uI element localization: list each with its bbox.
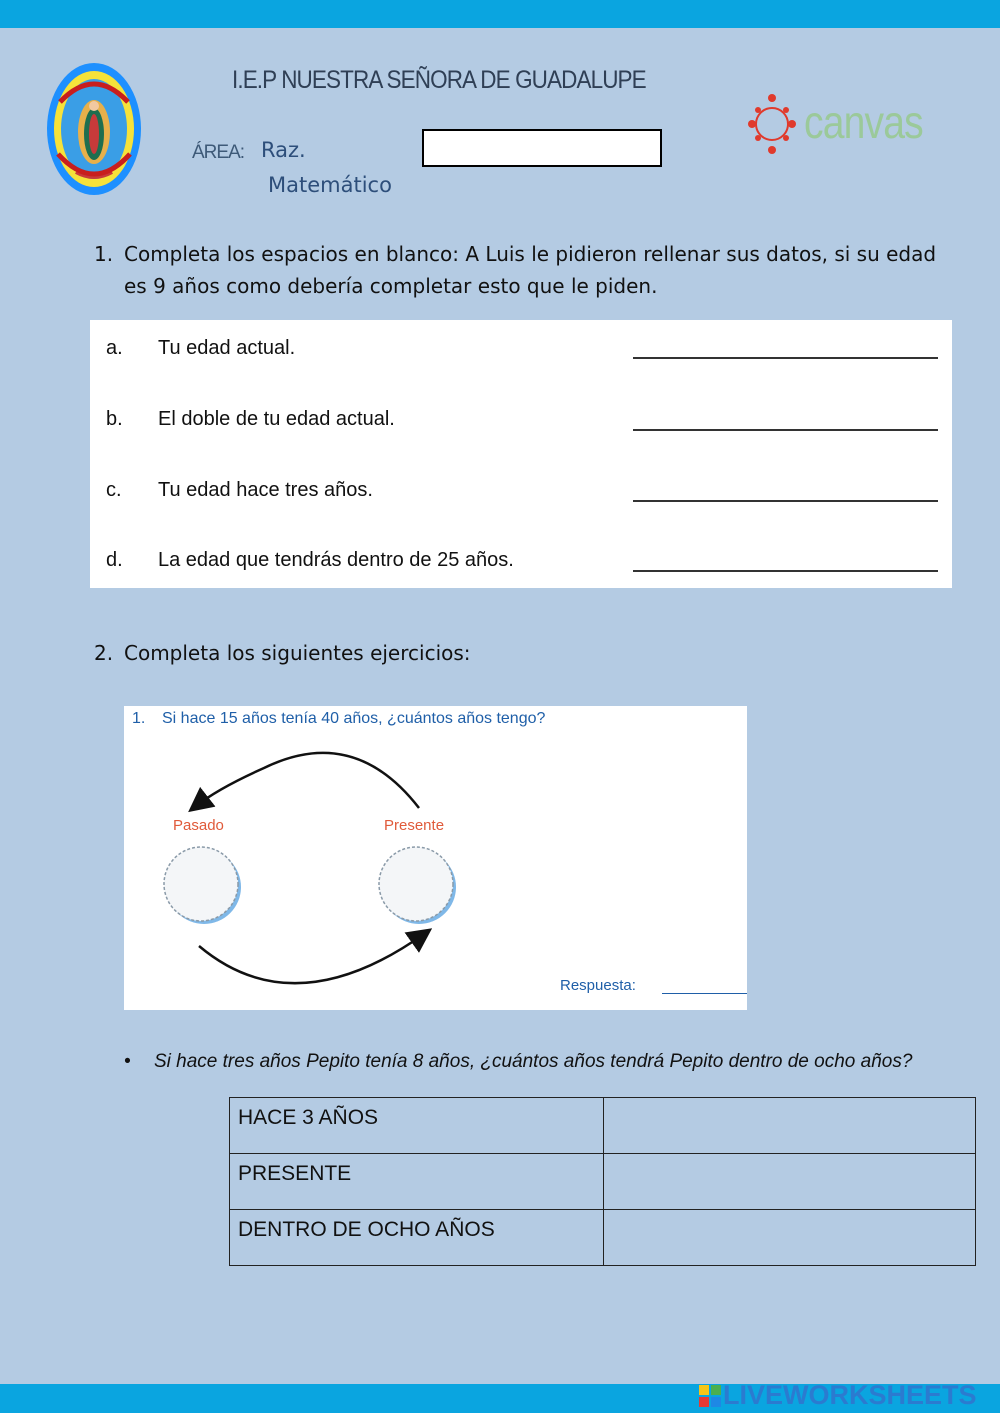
question-1-answer-box (90, 320, 952, 588)
table-answer-cell[interactable] (604, 1154, 976, 1210)
table-answer-cell[interactable] (604, 1210, 976, 1266)
table-row-label: DENTRO DE OCHO AÑOS (230, 1210, 604, 1266)
question-2-text: Completa los siguientes ejercicios: (124, 641, 471, 665)
top-banner (0, 0, 1000, 28)
question-1-text: Completa los espacios en blanco: A Luis le pidieron rellenar sus datos, si su edad es 9 años como debería completar esto que le piden. (124, 242, 937, 298)
table-row (230, 1098, 976, 1154)
item-letter: c. (106, 479, 122, 501)
answer-row-b (90, 408, 952, 448)
area-value: Raz. (261, 138, 306, 162)
item-letter: b. (106, 408, 123, 430)
question-2-number: 2. (94, 641, 114, 665)
time-diagram (124, 706, 747, 1010)
item-label: Tu edad actual. (158, 337, 296, 359)
present-label: Presente (384, 817, 445, 834)
school-name: I.E.P NUESTRA SEÑORA DE GUADALUPE (232, 66, 646, 94)
item-letter: d. (106, 549, 123, 571)
answer-blank-c[interactable] (633, 500, 938, 502)
liveworksheets-brand: LIVEWORKSHEETS (723, 1380, 977, 1410)
exercise-card (124, 706, 747, 1010)
bullet-mark: • (124, 1051, 131, 1072)
item-label: Tu edad hace tres años. (158, 479, 373, 501)
table-row (230, 1154, 976, 1210)
exercise-number: 1. (132, 710, 146, 727)
area-value-continued: Matemático (268, 173, 392, 197)
exercise-question: Si hace 15 años tenía 40 años, ¿cuántos años tengo? (162, 710, 546, 727)
answer-row-c (90, 479, 952, 519)
table-row-label: HACE 3 AÑOS (230, 1098, 604, 1154)
area-label: ÁREA: (192, 142, 245, 163)
past-label: Pasado (173, 817, 224, 834)
answer-row-a (90, 337, 952, 377)
question-1-number: 1. (94, 242, 114, 266)
liveworksheets-logo[interactable] (699, 1381, 995, 1411)
bullet-question-text: Si hace tres años Pepito tenía 8 años, ¿cuántos años tendrá Pepito dentro de ocho años? (154, 1051, 913, 1072)
answer-label: Respuesta: (560, 977, 636, 994)
student-name-field[interactable] (422, 129, 662, 167)
item-label: El doble de tu edad actual. (158, 408, 395, 430)
item-letter: a. (106, 337, 123, 359)
answer-blank-d[interactable] (633, 570, 938, 572)
past-circle (164, 847, 241, 924)
present-circle (379, 847, 456, 924)
school-seal-logo (46, 62, 142, 196)
table-row-label: PRESENTE (230, 1154, 604, 1210)
answer-blank-a[interactable] (633, 357, 938, 359)
age-table (229, 1097, 976, 1266)
answer-row-d (90, 549, 952, 589)
table-answer-cell[interactable] (604, 1098, 976, 1154)
liveworksheets-icon (699, 1385, 721, 1407)
answer-blank[interactable] (662, 993, 747, 994)
answer-blank-b[interactable] (633, 429, 938, 431)
canvas-logo-text: canvas (804, 96, 923, 148)
item-label: La edad que tendrás dentro de 25 años. (158, 549, 514, 571)
table-row (230, 1210, 976, 1266)
